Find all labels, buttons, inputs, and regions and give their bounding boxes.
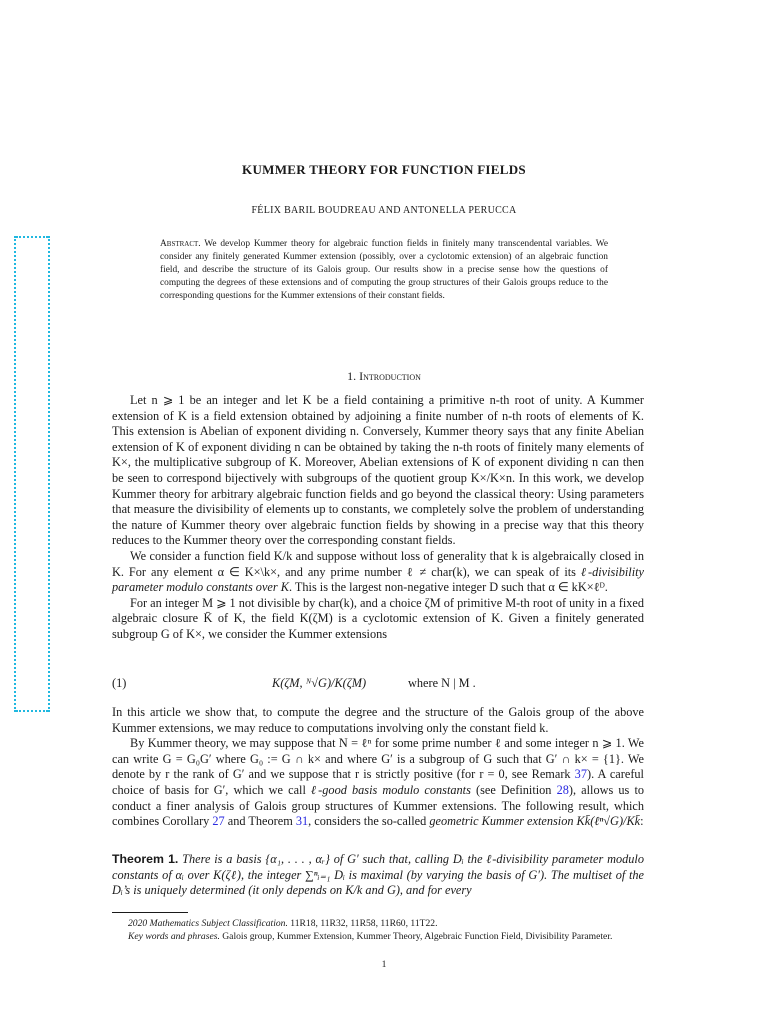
paragraph-4: In this article we show that, to compute the degree and the structure of the Galois group of the above Kummer extensions, we may reduce to computations involving only the constant field k.: [112, 705, 644, 735]
intro-body: [112, 393, 644, 643]
abstract-text: We develop Kummer theory for algebraic function fields in finitely many transcendental variables. We consider any finitely generated Kummer extension (possibly, over a cyclotomic extension) of an algebraic function field, and describe the structure of its Galois group. Our results show in a precise sense how the questions of computing the degrees of these extensions and of computing the group structures of their Galois groups reduce to the corresponding questions for the Kummer extensions of their constant fields.: [160, 239, 608, 301]
margin-annotation-box: [14, 236, 50, 712]
section-heading: [0, 369, 768, 384]
paragraph-3: For an integer M ⩾ 1 not divisible by char(k), and a choice ζM of primitive M-th root of unity in a fixed algebraic closure K̄ of K, the field K(ζM) is a cyclotomic extension of K. Given a finitely generated subgroup G of K×, we consider the Kummer extensions: [112, 595, 644, 641]
equation-1: [112, 676, 644, 694]
paragraph-2: We consider a function field K/k and suppose without loss of generality that k is algebraically closed in K. For any element α ∈ K×\k×, and any prime number ℓ ≠ char(k), we can speak of its ℓ-divisibility parameter modulo constants over K. This is the largest non-negative integer D such that α ∈ kK×ℓᴰ.: [112, 548, 644, 595]
equation-expression: K(ζM, ᴺ√G)/K(ζM): [272, 676, 367, 690]
abstract: [160, 238, 608, 303]
paragraph-1: Let n ⩾ 1 be an integer and let K be a field containing a primitive n-th root of unity. A Kummer extension of K is a field extension obtained by adjoining a finite number of n-th roots of elements of K. This extension is Abelian of exponent dividing n. Conversely, Kummer theory says that any finite Abelian extension of K of exponent dividing n can be obtained by taking the n-th roots of finitely many elements of K×, the multiplicative subgroup of K. Moreover, Abelian extensions of K of exponent dividing n can then be seen to correspond bijectively with subgroups of the quotient group K×/K×n. In this work, we develop Kummer theory for arbitrary algebraic function fields and go beyond the classical theory: Using parameters that measure the divisibility of elements up to constants, we completely solve the problem of understanding the nature of Kummer theory over algebraic function fields by showing in a precise way that this theory reduces to the Kummer theory over the corresponding constant fields.: [112, 393, 644, 548]
page-number: 1: [381, 959, 387, 970]
footnotes: [112, 918, 644, 944]
equation-number: (1): [112, 676, 127, 690]
footnote-keywords: Key words and phrases. Galois group, Kummer Extension, Kummer Theory, Algebraic Function Field, Divisibility Parameter.: [128, 930, 613, 942]
abstract-label: Abstract.: [160, 239, 201, 249]
link-theorem-31[interactable]: 31: [295, 814, 309, 829]
section-number: 1.: [347, 369, 357, 383]
emphasis-divisibility-parameter: ℓ-divisibility parameter modulo constants over K: [112, 564, 644, 595]
emphasis-geometric-extension: geometric Kummer extension Kk̄(ℓⁿ√G)/Kk̄: [429, 814, 641, 829]
theorem-label: Theorem 1.: [112, 852, 179, 866]
emphasis-good-basis: ℓ-good basis modulo constants: [311, 782, 471, 797]
paper-authors: FÉLIX BARIL BOUDREAU AND ANTONELLA PERUCCA: [251, 205, 517, 216]
equation-condition: where N | M .: [408, 676, 476, 690]
theorem-1: [112, 852, 644, 899]
footnote-msc: 2020 Mathematics Subject Classification. 11R18, 11R32, 11R58, 11R60, 11T22.: [128, 918, 438, 929]
footnote-rule: [112, 912, 188, 913]
theorem-text: There is a basis {α₁, . . . , αᵣ} of G′ such that, calling Dᵢ the ℓ-divisibility parameter modulo constants of αᵢ over K(ζℓ), the integer ∑ⁿᵢ₌₁ Dᵢ is maximal (by varying the basis of G′). The multiset of the Dᵢ’s is uniquely determined (it only depends on K/k and G), and for every: [112, 852, 644, 898]
intro-body-continued: [112, 705, 644, 830]
section-title: Introduction: [359, 369, 421, 383]
link-corollary-27[interactable]: 27: [212, 814, 225, 829]
link-remark-37[interactable]: 37: [574, 767, 587, 782]
paper-title: KUMMER THEORY FOR FUNCTION FIELDS: [242, 162, 526, 177]
link-definition-28[interactable]: 28: [556, 782, 569, 797]
paragraph-5: By Kummer theory, we may suppose that N = ℓⁿ for some prime number ℓ and some integer n ⩾ 1. We can write G = G₀G′ where G₀ := G ∩ k× and where G′ is a subgroup of G such that G′ ∩ k× = {1}. We denote by r the rank of G′ and we suppose that r is strictly positive (for r = 0, see Remark 37). A careful choice of basis for G′, which we call ℓ-good basis modulo constants (see Definition 28), allows us to conduct a finer analysis of Galois group structures of Kummer extensions. The following result, which combines Corollary 27 and Theorem 31, considers the so-called geometric Kummer extension Kk̄(ℓⁿ√G)/Kk̄:: [112, 736, 645, 829]
